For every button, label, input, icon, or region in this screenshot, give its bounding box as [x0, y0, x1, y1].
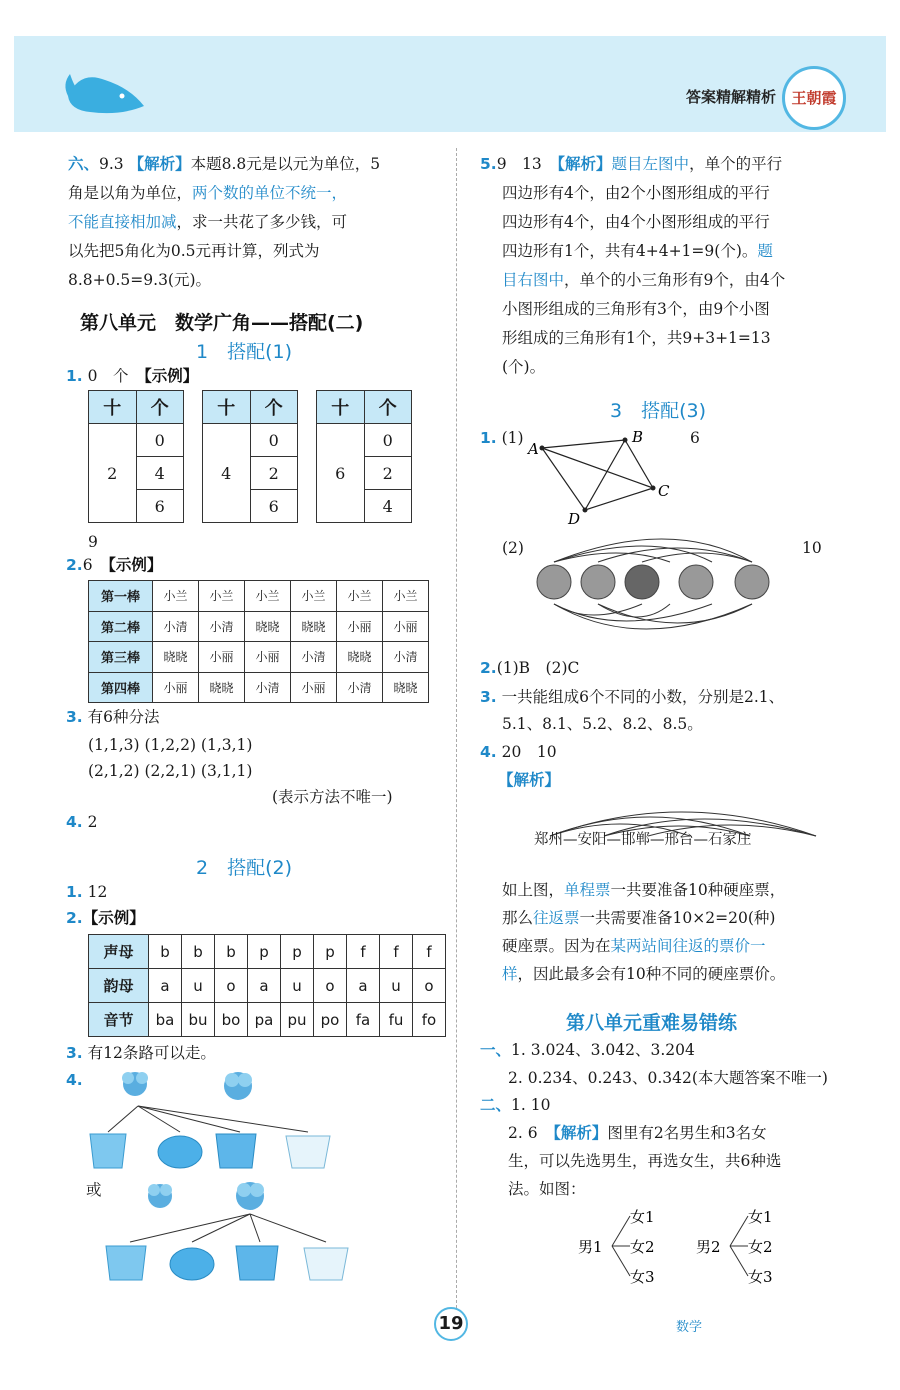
- unit-title: 第八单元 数学广角——搭配(二): [80, 312, 364, 334]
- s3-q3-l1: 3. 一共能组成6个不同的小数，分别是2.1、: [480, 688, 785, 706]
- girl-label: 女1: [748, 1208, 773, 1226]
- s3-q4-e1: 如上图，单程票一共要准备10种硬座票，: [502, 881, 786, 899]
- pot-icon: [216, 1134, 256, 1168]
- s3-q4: 4. 20 10: [480, 743, 557, 761]
- review-r4-t3: 法。如图：: [508, 1180, 586, 1198]
- relay-table: 第一棒 小兰 小兰 小兰 小兰 小兰 小兰 第二棒 小清 小清 晓晓 晓晓 小丽 小丽 第三棒 晓晓 小丽 小丽 小清 晓晓 小清 第四棒 小丽 晓晓 小清 小丽 小清 晓晓: [88, 580, 429, 703]
- review-r2: 2. 0.234、0.243、0.342(本大题答案不唯一): [508, 1069, 828, 1087]
- digit-table-2: 十 个 4 0 2 6: [202, 390, 298, 523]
- flower-icon: [122, 1072, 148, 1096]
- flower-pot-diagram-1: [80, 1068, 380, 1178]
- girl-label: 女2: [630, 1238, 655, 1256]
- rose-icon: [735, 565, 769, 599]
- s2-q2: 2.【示例】: [66, 909, 145, 927]
- page-number: 19: [434, 1307, 468, 1341]
- pot-icon: [106, 1246, 146, 1280]
- rose-icon: [625, 565, 659, 599]
- review-r4: 2. 6 【解析】图里有2名男生和3名女: [508, 1124, 767, 1142]
- q6-line2: 角是以角为单位，两个数的单位不统一，: [68, 184, 348, 202]
- q5-line4: 四边形有1个，共有4+4+1=9(个)。题: [502, 242, 773, 260]
- s3-q2: 2.(1)B (2)C: [480, 659, 580, 677]
- s3-q4-e4: 样，因此最多会有10种不同的硬座票价。: [502, 965, 786, 983]
- footer-subject: 数学: [676, 1320, 703, 1335]
- boy1-label: 男1: [578, 1238, 603, 1256]
- s1-q1-after: 9: [88, 533, 98, 551]
- s3-q4-tag: 【解析】: [498, 771, 561, 789]
- s3-q1-p2: (2): [502, 539, 524, 557]
- section2-title: 2 搭配(2): [196, 857, 293, 879]
- review-title: 第八单元重难易错练: [566, 1012, 738, 1034]
- column-divider: [456, 148, 457, 1308]
- q5-line2: 四边形有4个，由2个小图形组成的平行: [502, 184, 770, 202]
- pot-icon: [90, 1134, 126, 1168]
- girl-label: 女3: [630, 1268, 655, 1286]
- s1-q3: 3. 有6种分法: [66, 708, 160, 726]
- point-b-label: B: [632, 428, 644, 446]
- pot-icon: [286, 1136, 330, 1168]
- q5-line6: 小图形组成的三角形有3个，由9个小图: [502, 300, 770, 318]
- s1-q2: 2.6 【示例】: [66, 556, 163, 574]
- s3-q1: 1. (1): [480, 429, 524, 447]
- pinyin-table: 声母 b b b p p p f f f 韵母 a u o a u o a u o 音节 ba bu bo pa pu po fa fu fo: [88, 934, 446, 1037]
- rose-icon: [537, 565, 571, 599]
- s2-q4: 4.: [66, 1071, 83, 1089]
- s1-q3-note: (表示方法不唯一): [272, 788, 393, 806]
- point-c-label: C: [658, 482, 670, 500]
- s2-q1: 1. 12: [66, 883, 108, 901]
- selection-tree: [576, 1200, 876, 1300]
- girl-label: 女3: [748, 1268, 773, 1286]
- digit-table-1: 十 个 2 0 4 6: [88, 390, 184, 523]
- point-d-label: D: [568, 510, 581, 528]
- digit-table-3: 十 个 6 0 2 4: [316, 390, 412, 523]
- header-title: 答案精解精析: [685, 88, 776, 106]
- flower-pot-diagram-2: [100, 1176, 360, 1286]
- review-r3: 二、1. 10: [480, 1096, 551, 1114]
- q5-line1: 5.9 13 【解析】题目左图中，单个的平行: [480, 155, 783, 173]
- s3-q1-ans1: 6: [690, 429, 700, 447]
- s1-q3-l2: (2,1,2) (2,2,1) (3,1,1): [88, 762, 253, 780]
- q6-line5: 8.8+0.5=9.3(元)。: [68, 271, 212, 289]
- whale-icon: [60, 66, 150, 118]
- flower-icon: [148, 1184, 172, 1208]
- girl-label: 女2: [748, 1238, 773, 1256]
- s1-q1: 1. 0 个 【示例】: [66, 367, 199, 385]
- pot-icon: [158, 1136, 202, 1168]
- q5-line7: 形组成的三角形有1个，共9+3+1=13: [502, 329, 771, 347]
- rose-icon: [581, 565, 615, 599]
- section1-title: 1 搭配(1): [196, 341, 293, 363]
- flower-icon: [236, 1182, 264, 1210]
- s3-q3-l2: 5.1、8.1、5.2、8.2、8.5。: [502, 715, 703, 733]
- flower-icon: [224, 1072, 252, 1100]
- girl-label: 女1: [630, 1208, 655, 1226]
- pot-icon: [236, 1246, 278, 1280]
- s2-q3: 3. 有12条路可以走。: [66, 1044, 216, 1062]
- s3-q4-e2: 那么往返票一共需要准备10×2=20(种): [502, 909, 776, 927]
- rose-icon: [679, 565, 713, 599]
- s3-q4-e3: 硬座票。因为在某两站间往返的票价一: [502, 937, 766, 955]
- page-header: [14, 36, 886, 132]
- pot-icon: [170, 1248, 214, 1280]
- q6-line1: 六、9.3 【解析】本题8.8元是以元为单位，5: [68, 155, 381, 173]
- boy2-label: 男2: [696, 1238, 721, 1256]
- q6-line3: 不能直接相加减，求一共花了多少钱，可: [68, 213, 348, 231]
- s1-q4: 4. 2: [66, 813, 98, 831]
- s1-q3-l1: (1,1,3) (1,2,2) (1,3,1): [88, 736, 253, 754]
- rose-arc-diagram: [520, 530, 790, 650]
- route-label: 郑州—安阳—邯郸—邢台—石家庄: [534, 832, 752, 848]
- or-label: 或: [86, 1181, 102, 1199]
- q5-line3: 四边形有4个，由4个小图形组成的平行: [502, 213, 770, 231]
- point-a-label: A: [528, 440, 539, 458]
- pot-icon: [304, 1248, 348, 1280]
- review-r4-t2: 生，可以先选男生，再选女生，共6种选: [508, 1152, 782, 1170]
- q5-line8: (个)。: [502, 358, 546, 376]
- review-r1: 一、1. 3.024、3.042、3.204: [480, 1041, 695, 1059]
- section3-title: 3 搭配(3): [610, 400, 707, 422]
- quad-diagram: [520, 428, 680, 528]
- q5-line5: 目右图中，单个的小三角形有9个，由4个: [502, 271, 786, 289]
- s3-q1-ans2: 10: [802, 539, 822, 557]
- brand-badge: 王朝霞: [782, 66, 846, 130]
- q6-line4: 以先把5角化为0.5元再计算，列式为: [68, 242, 320, 260]
